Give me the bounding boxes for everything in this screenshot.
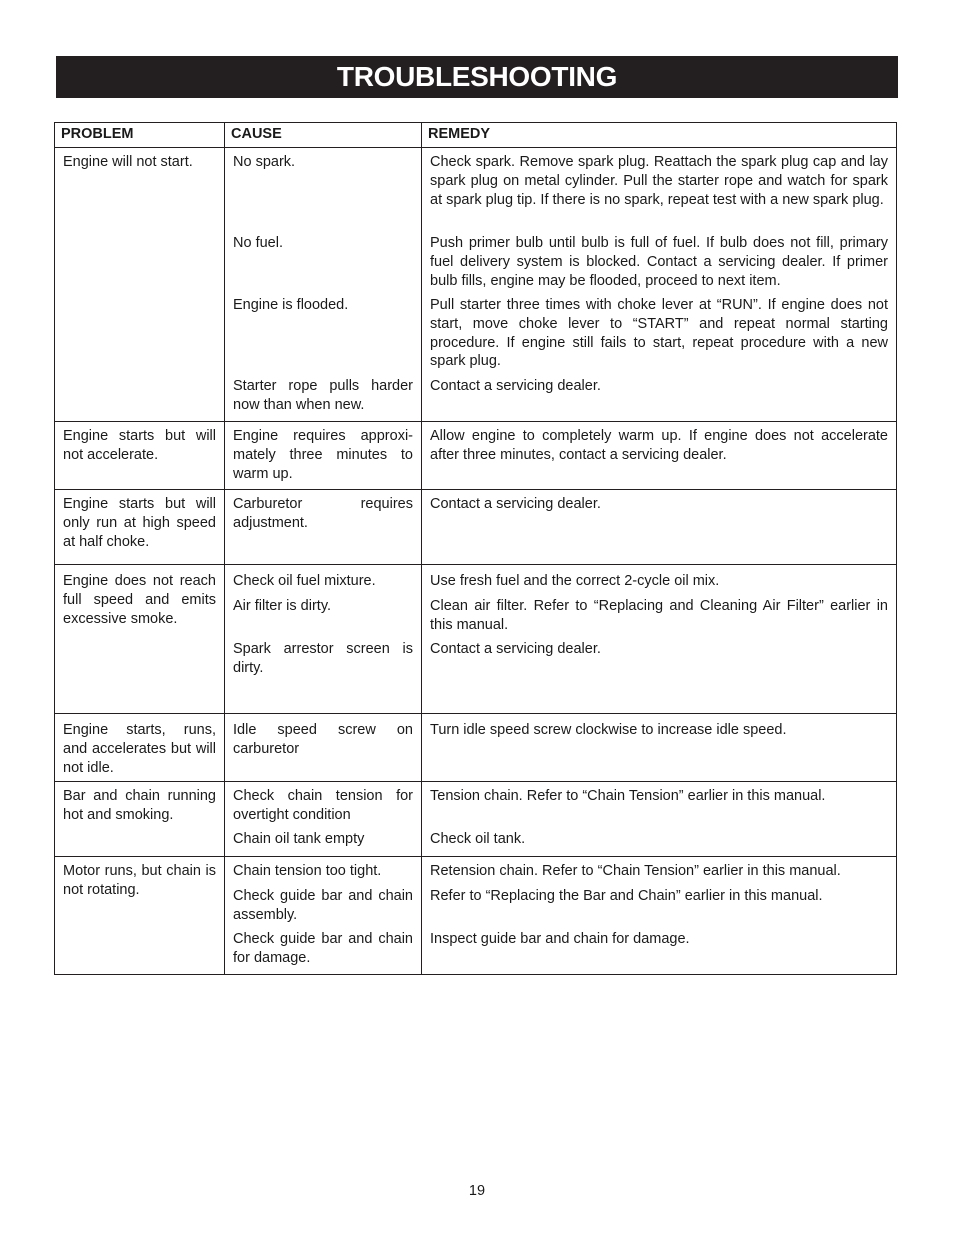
cause-text: Carburetor requires adjustment. — [233, 496, 413, 531]
cause-text: No spark. — [233, 154, 296, 170]
remedy-text: Inspect guide bar and chain for damage. — [430, 931, 690, 947]
remedy-text: Turn idle speed screw clockwise to increase idle speed. — [430, 722, 787, 738]
remedy-cell — [422, 565, 897, 714]
problem-cell: Engine starts, runs, and accelerates but will not idle. — [55, 714, 225, 782]
cause-text: Chain oil tank empty — [233, 831, 365, 847]
cause-text: Spark arrestor screen is dirty. — [233, 641, 413, 676]
cause-text: Starter rope pulls harder now than when new. — [233, 378, 413, 413]
remedy-text: Pull starter three times with choke lever at “RUN”. If engine does not start, move choke lever to “START” and repeat normal starting procedure. If engine still fails to start, repeat procedure with a new spark plug. — [430, 297, 888, 370]
remedy-cell — [422, 148, 897, 422]
remedy-text: Contact a servicing dealer. — [430, 496, 601, 512]
remedy-text: Clean air filter. Refer to “Replacing and Cleaning Air Filter” earlier in this manual. — [430, 598, 888, 633]
cause-cell — [225, 857, 422, 975]
remedy-cell — [422, 782, 897, 857]
troubleshooting-table — [54, 122, 897, 975]
problem-cell: Bar and chain running hot and smoking. — [55, 782, 225, 857]
table-row — [55, 422, 897, 490]
table-row — [55, 857, 897, 975]
cause-cell — [225, 714, 422, 782]
header-cause: CAUSE — [225, 123, 422, 148]
cause-text: No fuel. — [233, 235, 283, 251]
cause-text: Check chain tension for overtight condition — [233, 788, 413, 823]
problem-cell: Engine starts but will only run at high speed at half choke. — [55, 490, 225, 565]
header-problem: PROBLEM — [55, 123, 225, 148]
remedy-text: Refer to “Replacing the Bar and Chain” earlier in this manual. — [430, 888, 823, 904]
table-row — [55, 782, 897, 857]
cause-cell — [225, 148, 422, 422]
problem-cell: Engine will not start. — [55, 148, 225, 422]
remedy-cell — [422, 714, 897, 782]
cause-text: Check oil fuel mixture. — [233, 573, 376, 589]
table-row — [55, 714, 897, 782]
remedy-cell — [422, 422, 897, 490]
remedy-text: Allow engine to completely warm up. If engine does not accelerate after three minutes, contact a servicing dealer. — [430, 428, 888, 463]
page-title: TROUBLESHOOTING — [56, 56, 898, 98]
problem-cell: Engine does not reach full speed and emits excessive smoke. — [55, 565, 225, 714]
remedy-text: Retension chain. Refer to “Chain Tension” earlier in this manual. — [430, 863, 841, 879]
header-remedy: REMEDY — [422, 123, 897, 148]
cause-cell — [225, 422, 422, 490]
table-row — [55, 565, 897, 714]
remedy-text: Check oil tank. — [430, 831, 526, 847]
remedy-text: Contact a servicing dealer. — [430, 378, 601, 394]
remedy-text: Push primer bulb until bulb is full of fuel. If bulb does not fill, primary fuel delivery system is blocked. Contact a servicing dealer. If primer bulb fills, engine may be flooded, proceed to next item. — [430, 235, 888, 289]
cause-cell — [225, 490, 422, 565]
cause-text: Idle speed screw on carburetor — [233, 722, 413, 757]
remedy-text: Contact a servicing dealer. — [430, 641, 601, 657]
cause-text: Engine is flooded. — [233, 297, 349, 313]
cause-cell — [225, 782, 422, 857]
problem-cell: Engine starts but will not accelerate. — [55, 422, 225, 490]
cause-text: Air filter is dirty. — [233, 598, 332, 614]
problem-cell: Motor runs, but chain is not rotating. — [55, 857, 225, 975]
cause-text: Check guide bar and chain for damage. — [233, 931, 413, 966]
remedy-text: Use fresh fuel and the correct 2-cycle oil mix. — [430, 573, 720, 589]
cause-cell — [225, 565, 422, 714]
table-row — [55, 148, 897, 422]
page-number: 19 — [468, 1183, 486, 1199]
remedy-text: Tension chain. Refer to “Chain Tension” earlier in this manual. — [430, 788, 826, 804]
remedy-text: Check spark. Remove spark plug. Reattach the spark plug cap and lay spark plug on metal cylinder. Pull the starter rope and watch for spark at spark plug tip. If there is no spark, repeat test with a new spark plug. — [430, 154, 888, 208]
remedy-cell — [422, 490, 897, 565]
table-row — [55, 490, 897, 565]
cause-text: Check guide bar and chain assembly. — [233, 888, 413, 923]
remedy-cell — [422, 857, 897, 975]
cause-text: Engine requires approxi-mately three minutes to warm up. — [233, 428, 413, 482]
cause-text: Chain tension too tight. — [233, 863, 382, 879]
table-header-row — [55, 123, 897, 148]
